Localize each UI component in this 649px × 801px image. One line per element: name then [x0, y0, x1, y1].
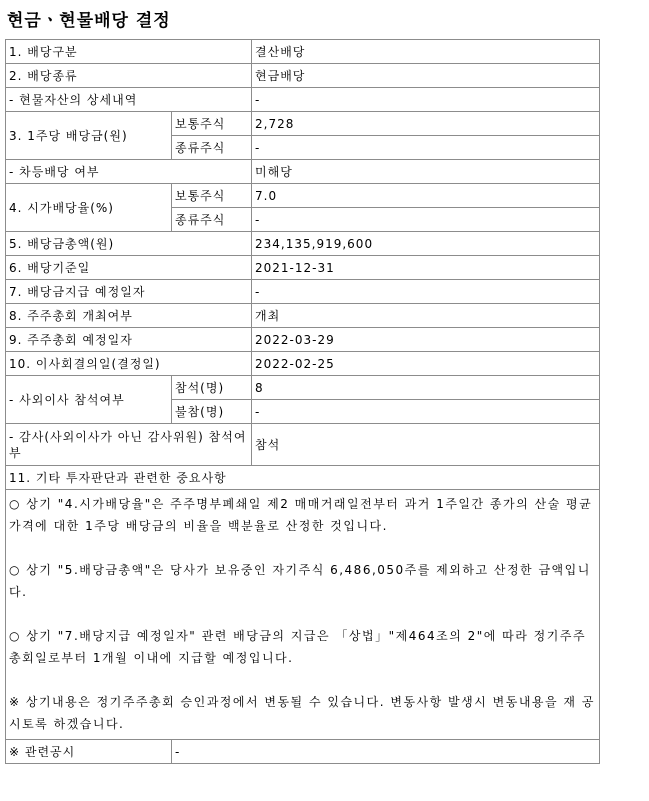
row-sublabel: 보통주식 [172, 184, 252, 208]
row-value: 개최 [252, 304, 600, 328]
related-value: - [172, 740, 600, 764]
table-row [6, 466, 600, 490]
row-label: 1. 배당구분 [6, 40, 252, 64]
note-paragraph: ○ 상기 "7.배당지급 예정일자" 관련 배당금의 지급은 「상법」"제464조의 2"에 따라 정기주주총회일로부터 1개월 이내에 지급할 예정입니다. [9, 629, 587, 665]
row-value: 현금배당 [252, 64, 600, 88]
table-row [6, 352, 600, 376]
table-row [6, 376, 600, 400]
row-sublabel: 참석(명) [172, 376, 252, 400]
row-label: 5. 배당금총액(원) [6, 232, 252, 256]
table-row [6, 280, 600, 304]
row-value: 2022-03-29 [252, 328, 600, 352]
row-label: - 사외이사 참석여부 [6, 376, 172, 424]
note-paragraph: ○ 상기 "4.시가배당율"은 주주명부폐쇄일 제2 매매거래일전부터 과거 1주일간 종가의 산술 평균 가격에 대한 1주당 배당금의 비율을 백분율로 산정한 것입니다. [9, 497, 593, 533]
row-sublabel: 보통주식 [172, 112, 252, 136]
row-value: 2021-12-31 [252, 256, 600, 280]
page-title: 현금ㆍ현물배당 결정 [7, 11, 171, 31]
table-row [6, 184, 600, 208]
row-sublabel: 종류주식 [172, 136, 252, 160]
row-label: 10. 이사회결의일(결정일) [6, 352, 252, 376]
row-label: 11. 기타 투자판단과 관련한 중요사항 [6, 466, 600, 490]
table-row [6, 160, 600, 184]
table-row [6, 424, 600, 466]
row-label: - 감사(사외이사가 아닌 감사위원) 참석여부 [6, 424, 252, 466]
row-value: - [252, 280, 600, 304]
row-label: - 차등배당 여부 [6, 160, 252, 184]
table-row [6, 740, 600, 764]
dividend-table [5, 39, 600, 764]
related-label: ※ 관련공시 [6, 740, 172, 764]
table-row [6, 328, 600, 352]
table-row [6, 232, 600, 256]
row-label: 8. 주주총회 개최여부 [6, 304, 252, 328]
table-row [6, 112, 600, 136]
note-paragraph: ※ 상기내용은 정기주주총회 승인과정에서 변동될 수 있습니다. 변동사항 발생시 변동내용을 재 공시토록 하겠습니다. [9, 695, 595, 731]
row-value: - [252, 136, 600, 160]
table-row [6, 88, 600, 112]
row-value: 2,728 [252, 112, 600, 136]
row-value: - [252, 400, 600, 424]
row-label: 6. 배당기준일 [6, 256, 252, 280]
row-value: 결산배당 [252, 40, 600, 64]
row-value: 참석 [252, 424, 600, 466]
row-label: - 현물자산의 상세내역 [6, 88, 252, 112]
row-value: 미해당 [252, 160, 600, 184]
row-value: - [252, 208, 600, 232]
row-label: 4. 시가배당율(%) [6, 184, 172, 232]
row-value: - [252, 88, 600, 112]
row-label: 9. 주주총회 예정일자 [6, 328, 252, 352]
table-row [6, 256, 600, 280]
table-row [6, 40, 600, 64]
table-row [6, 304, 600, 328]
row-value: 7.0 [252, 184, 600, 208]
row-label: 7. 배당금지급 예정일자 [6, 280, 252, 304]
row-sublabel: 종류주식 [172, 208, 252, 232]
row-sublabel: 불참(명) [172, 400, 252, 424]
table-row [6, 64, 600, 88]
row-value: 234,135,919,600 [252, 232, 600, 256]
note-paragraph: ○ 상기 "5.배당금총액"은 당사가 보유중인 자기주식 6,486,050주를 제외하고 산정한 금액입니다. [9, 563, 591, 599]
row-label: 3. 1주당 배당금(원) [6, 112, 172, 160]
row-label: 2. 배당종류 [6, 64, 252, 88]
row-value: 2022-02-25 [252, 352, 600, 376]
row-value: 8 [252, 376, 600, 400]
notes-cell [6, 490, 600, 740]
table-row [6, 490, 600, 740]
